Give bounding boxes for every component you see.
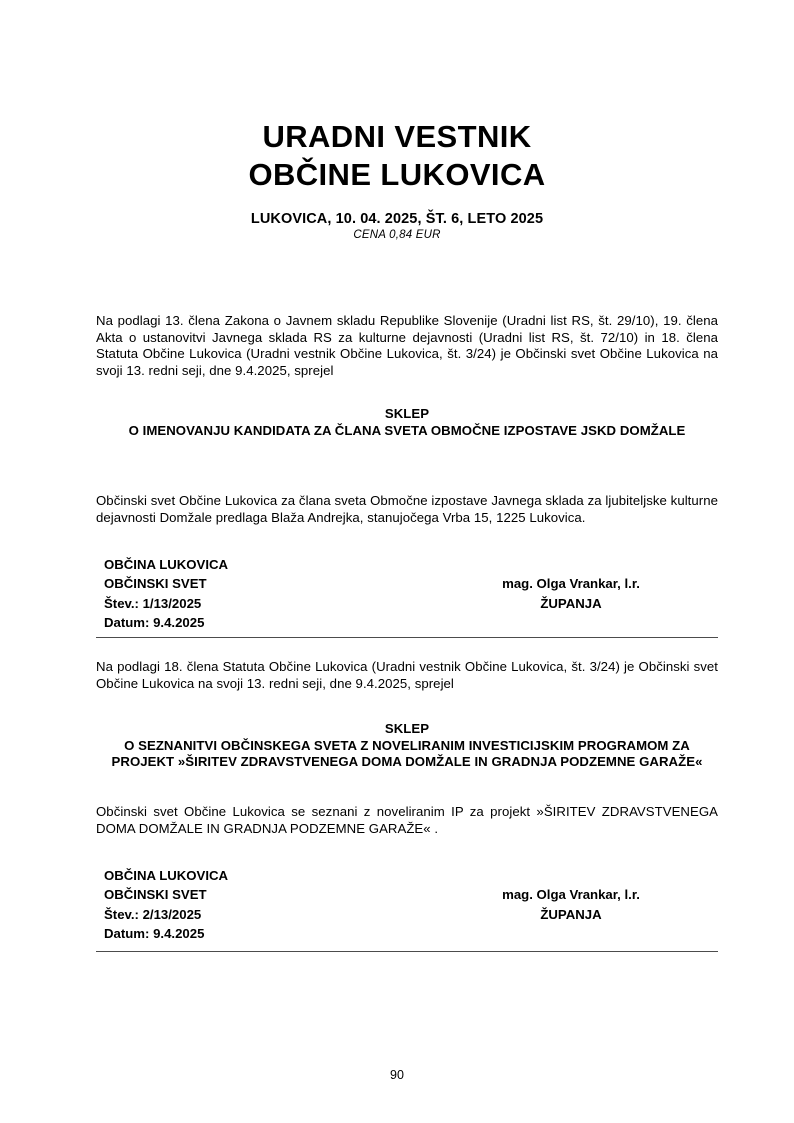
section1-heading-kind: SKLEP bbox=[384, 406, 430, 421]
section-divider-2 bbox=[96, 951, 718, 952]
section1-signature-right bbox=[426, 574, 716, 613]
section2-org-line-1: OBČINA LUKOVICA bbox=[104, 868, 229, 883]
section2-signature-block bbox=[96, 866, 718, 946]
section1-org-line-1: OBČINA LUKOVICA bbox=[104, 557, 229, 572]
masthead bbox=[0, 118, 794, 194]
section2-signature-left bbox=[104, 866, 228, 943]
section2-heading-title: O SEZNANITVI OBČINSKEGA SVETA Z NOVELIRANIM INVESTICIJSKIM PROGRAMOM ZA PROJEKT »ŠIRITEV ZDRAVSTVENEGA DOMA DOMŽALE IN GRADNJA PODZEMNE GARAŽE« bbox=[111, 737, 703, 770]
section2-document-date: Datum: 9.4.2025 bbox=[104, 925, 205, 941]
section1-signer-name: mag. Olga Vrankar, l.r. bbox=[502, 576, 640, 592]
section2-document-number: Štev.: 2/13/2025 bbox=[104, 906, 202, 922]
section2-intro-paragraph: Na podlagi 18. člena Statuta Občine Lukovica (Uradni vestnik Občine Lukovica, št. 3/24) je Občinski svet Občine Lukovica na svoji 13. redni seji, dne 9.4.2025, sprejel bbox=[96, 659, 718, 691]
section1-document-number: Štev.: 1/13/2025 bbox=[104, 595, 202, 611]
section2-heading-kind: SKLEP bbox=[384, 721, 430, 736]
section1-document-date: Datum: 9.4.2025 bbox=[104, 614, 205, 630]
section1-body-paragraph: Občinski svet Občine Lukovica za člana sveta Območne izpostave Javnega sklada za ljubiteljske kulturne dejavnosti Domžale predlaga Blaža Andrejka, stanujočega Vrba 15, 1225 Lukovica. bbox=[96, 493, 718, 525]
price-line: CENA 0,84 EUR bbox=[353, 229, 441, 241]
section1-heading bbox=[96, 406, 718, 439]
section2-body-paragraph: Občinski svet Občine Lukovica se seznani z noveliranim IP za projekt »ŠIRITEV ZDRAVSTVENEGA DOMA DOMŽALE IN GRADNJA PODZEMNE GARAŽE« . bbox=[96, 804, 718, 836]
section2-signature-right bbox=[426, 885, 716, 924]
section2-org-line-2: OBČINSKI SVET bbox=[104, 887, 207, 903]
section1-heading-title: O IMENOVANJU KANDIDATA ZA ČLANA SVETA OBMOČNE IZPOSTAVE JSKD DOMŽALE bbox=[128, 422, 686, 438]
publication-title-line-2: OBČINE LUKOVICA bbox=[248, 157, 546, 192]
section2-signer-title: ŽUPANJA bbox=[540, 906, 602, 922]
section2-heading bbox=[96, 721, 718, 771]
section1-signer-title: ŽUPANJA bbox=[540, 595, 602, 611]
section1-intro-paragraph: Na podlagi 13. člena Zakona o Javnem skladu Republike Slovenije (Uradni list RS, št. 29/10), 19. člena Akta o ustanovitvi Javnega sklada RS za kulturne dejavnosti (Uradni list RS, št. 72/10) in 18. člena Statuta Občine Lukovica (Uradni vestnik Občine Lukovica, št. 3/24) je Občinski svet Občine Lukovica na svoji 13. redni seji, dne 9.4.2025, sprejel bbox=[96, 313, 718, 378]
section1-org-line-2: OBČINSKI SVET bbox=[104, 576, 207, 592]
issue-line: LUKOVICA, 10. 04. 2025, ŠT. 6, LETO 2025 bbox=[250, 211, 544, 227]
section1-signature-left bbox=[104, 555, 228, 632]
section1-signature-block bbox=[96, 555, 718, 635]
section2-signer-name: mag. Olga Vrankar, l.r. bbox=[502, 887, 640, 903]
publication-title-line-1: URADNI VESTNIK bbox=[262, 119, 532, 154]
page-number: 90 bbox=[390, 1068, 404, 1082]
section-divider-1 bbox=[96, 637, 718, 638]
